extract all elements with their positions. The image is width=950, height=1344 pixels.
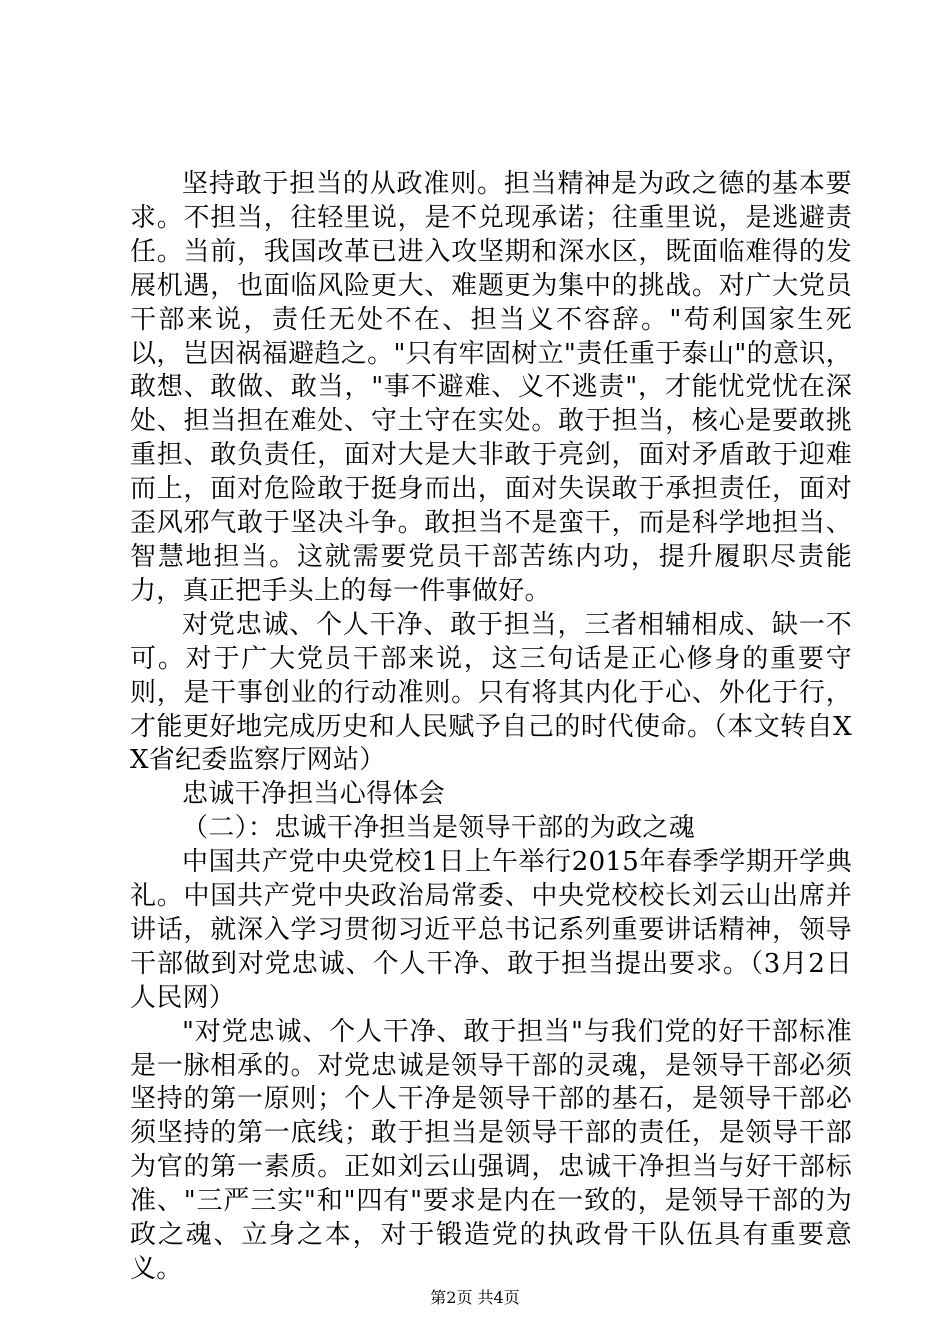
page-number: 第2页 共4页 <box>430 1288 520 1307</box>
paragraph-conclusion: 对党忠诚、个人干净、敢于担当，三者相辅相成、缺一不可。对于广大党员干部来说，这三句话是正心修身的重要守则，是干事创业的行动准则。只有将其内化于心、外化于行，才能更好地完成历史和人民赋予自己的时代使命。（本文转自XX省纪委监察厅网站） <box>130 609 852 776</box>
paragraph-courage: 坚持敢于担当的从政准则。担当精神是为政之德的基本要求。不担当，往轻里说，是不兑现承诺；往重里说，是逃避责任。当前，我国改革已进入攻坚期和深水区，既面临难得的发展机遇，也面临风险更大、难题更为集中的挑战。对广大党员干部来说，责任无处不在、担当义不容辞。"苟利国家生死以，岂因祸福避趋之。"只有牢固树立"责任重于泰山"的意识，敢想、敢做、敢当，"事不避难、义不逃责"，才能忧党忧在深处、担当担在难处、守土守在实处。敢于担当，核心是要敢挑重担、敢负责任，面对大是大非敢于亮剑，面对矛盾敢于迎难而上，面对危险敢于挺身而出，面对失误敢于承担责任，面对歪风邪气敢于坚决斗争。敢担当不是蛮干，而是科学地担当、智慧地担当。这就需要党员干部苦练内功，提升履职尽责能力，真正把手头上的每一件事做好。 <box>130 169 852 606</box>
section-title: 忠诚干净担当心得体会 <box>182 779 446 810</box>
page-footer <box>0 1288 950 1308</box>
section-subtitle: （二）：忠诚干净担当是领导干部的为政之魂 <box>182 813 696 844</box>
document-body <box>130 168 852 1287</box>
paragraph-news: 中国共产党中央党校1日上午举行2015年春季学期开学典礼。中国共产党中央政治局常委、中央党校校长刘云山出席并讲话，就深入学习贯彻习近平总书记系列重要讲话精神，领导干部做到对党忠诚、个人干净、敢于担当提出要求。（3月2日人民网） <box>130 847 853 1013</box>
paragraph-standard: "对党忠诚、个人干净、敢于担当"与我们党的好干部标准是一脉相承的。对党忠诚是领导干部的灵魂，是领导干部必须坚持的第一原则；个人干净是领导干部的基石，是领导干部必须坚持的第一底线；敢于担当是领导干部的责任，是领导干部为官的第一素质。正如刘云山强调，忠诚干净担当与好干部标准、"三严三实"和"四有"要求是内在一致的，是领导干部的为政之魂、立身之本，对于锻造党的执政骨干队伍具有重要意义。 <box>130 1016 852 1284</box>
